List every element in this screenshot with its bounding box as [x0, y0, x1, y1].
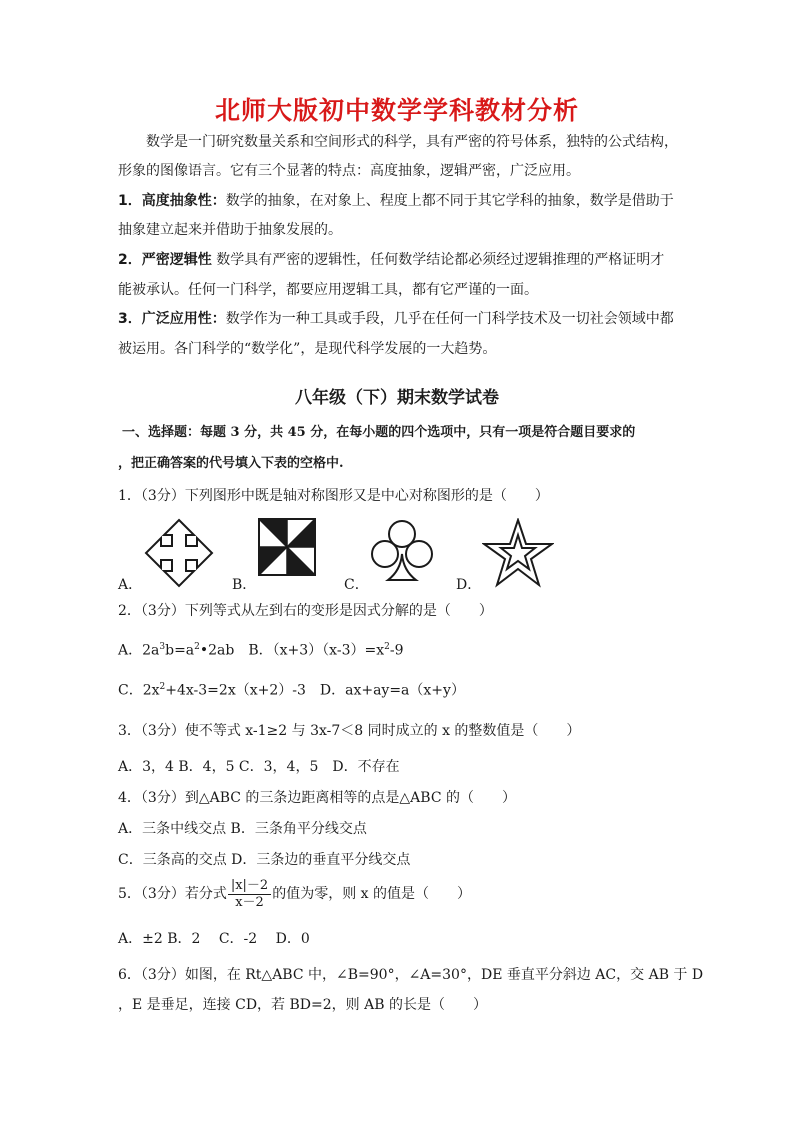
- q2-options-cd: [118, 677, 678, 701]
- q1-option-c[interactable]: C．: [344, 577, 369, 593]
- q5-stem-post: 的值为零，则 x 的值是（ ）: [272, 886, 471, 902]
- q4-stem: 4．（3分）到△ABC 的三条边距离相等的点是△ABC 的（ ）: [118, 790, 516, 806]
- club-icon: [368, 518, 436, 586]
- q1-option-a[interactable]: A．: [118, 577, 143, 593]
- feature-1-text: 数学的抽象，在对象上、程度上都不同于其它学科的抽象，数学是借助于: [225, 193, 674, 209]
- q3-stem: 3．（3分）使不等式 x-1≥2 与 3x-7＜8 同时成立的 x 的整数值是（ ）: [118, 723, 581, 739]
- q2-a-text-1: A．2a: [118, 642, 160, 659]
- q4-options-line-2: C．三条高的交点 D．三条边的垂直平分线交点: [118, 852, 411, 868]
- feature-3-line-1: [118, 309, 678, 329]
- q1-option-b[interactable]: B．: [232, 577, 257, 593]
- exam-title: 八年级（下）期末数学试卷: [295, 388, 499, 408]
- feature-2-label: 2．严密逻辑性: [118, 252, 212, 268]
- q1-options: [118, 518, 678, 592]
- feature-1-line-2: 抽象建立起来并借助于抽象发展的。: [118, 222, 342, 238]
- feature-2-line-1: [118, 250, 678, 270]
- q2-c-exp: 2: [159, 682, 166, 692]
- feature-1-line-1: [118, 191, 678, 211]
- section-heading-line-1: 一、选择题：每题 3 分，共 45 分，在每小题的四个选项中，只有一项是符合题目要求的: [122, 425, 636, 440]
- q5-options: A．±2 B．2 C．-2 D．0: [118, 931, 310, 947]
- q2-b-text-end: -9: [389, 642, 404, 659]
- section-heading-line-2: ，把正确答案的代号填入下表的空格中.: [118, 456, 344, 471]
- feature-3-label: 3．广泛应用性：: [118, 311, 226, 327]
- q5-fraction-numerator: |x|－2: [228, 878, 271, 895]
- q5-fraction-denominator: x－2: [235, 894, 264, 910]
- q2-c-text-1: C．2x: [118, 682, 160, 699]
- q1-option-d[interactable]: D．: [456, 577, 482, 593]
- q2-a-text-3: •2ab B．（x+3）（x-3）=x: [199, 642, 385, 659]
- q5-fraction: [228, 878, 271, 911]
- q6-stem-line-2: ，E 是垂足，连接 CD，若 BD=2，则 AB 的长是（ ）: [118, 997, 487, 1013]
- feature-3-text: 数学作为一种工具或手段，几乎在任何一门科学技术及一切社会领域中都: [225, 311, 674, 327]
- q2-b-exp: 2: [384, 642, 390, 652]
- q2-stem: 2．（3分）下列等式从左到右的变形是因式分解的是（ ）: [118, 603, 493, 619]
- star-icon: [482, 518, 554, 588]
- q2-a-text-2: b=a: [165, 642, 195, 659]
- q4-options-line-1: A．三条中线交点 B．三条角平分线交点: [118, 821, 367, 837]
- feature-2-text: 数学具有严密的逻辑性，任何数学结论都必须经过逻辑推理的严格证明才: [211, 252, 665, 268]
- intro-line-2: 形象的图像语言。它有三个显著的特点：高度抽象，逻辑严密，广泛应用。: [118, 163, 580, 179]
- feature-1-label: 1．高度抽象性：: [118, 193, 226, 209]
- q1-stem: 1．（3分）下列图形中既是轴对称图形又是中心对称图形的是（ ）: [118, 488, 549, 504]
- pinwheel-icon: [258, 518, 316, 576]
- feature-3-line-2: 被运用。各门科学的“数学化”，是现代科学发展的一大趋势。: [118, 341, 497, 357]
- feature-2-line-2: 能被承认。任何一门科学，都要应用逻辑工具，都有它严谨的一面。: [118, 282, 538, 298]
- intro-line-1: 数学是一门研究数量关系和空间形式的科学，具有严密的符号体系，独特的公式结构，: [146, 134, 678, 150]
- four-arrow-cross-icon: [144, 518, 214, 588]
- document-title: 北师大版初中数学学科教材分析: [214, 96, 579, 125]
- q3-options: A．3，4 B．4，5 C．3，4，5 D．不存在: [118, 759, 400, 775]
- q5-stem-pre: 5．（3分）若分式: [118, 886, 227, 902]
- q2-c-text-2: +4x-3=2x（x+2）-3 D．ax+ay=a（x+y）: [165, 682, 465, 699]
- q5-stem: [118, 876, 678, 912]
- q2-a-exp-2: 2: [194, 642, 200, 652]
- q2-a-exp-1: 3: [159, 642, 166, 652]
- q6-stem-line-1: 6．（3分）如图，在 Rt△ABC 中，∠B=90°，∠A=30°，DE 垂直平分斜边 AC，交 AB 于 D: [118, 967, 704, 983]
- q2-options-ab: [118, 637, 678, 661]
